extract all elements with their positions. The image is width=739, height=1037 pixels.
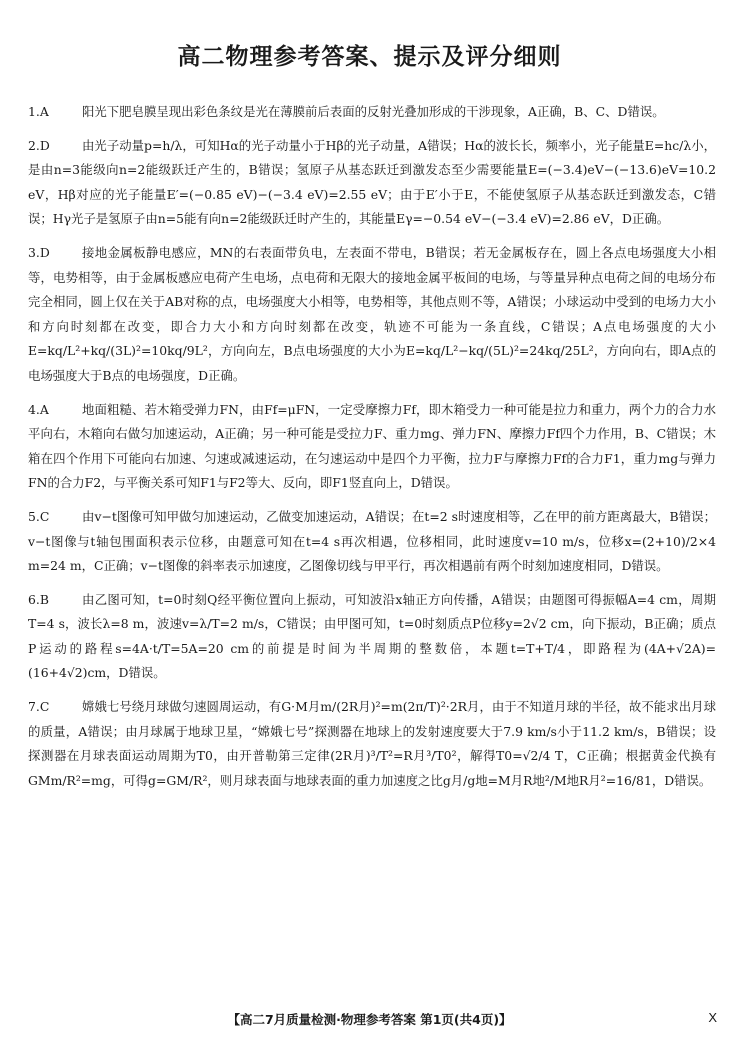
answer-explanation: 由光子动量p=h/λ，可知Hα的光子动量小于Hβ的光子动量，A错误；Hα的波长长，频率小，光子能量E=hc/λ小，是由n=3能级向n=2能级跃迁产生的，B错误；氢原子从基态跃迁到激发态至少需要能量E=(−3.4)eV−(−13.6)eV=10.2 eV，Hβ对应的光子能量E′=(−0.85 eV)−(−3.4 eV)=2.55 eV；由于E′小于E，不能使氢原子从基态跃迁到激发态，C错误；Hγ光子是氢原子由n=5能有向n=2能级跃迁时产生的，其能量Eγ=−0.54 eV−(−3.4 eV)=2.86 eV，D正确。 — [28, 137, 716, 227]
answer-list — [28, 100, 716, 802]
answer-number: 5.C — [28, 508, 50, 524]
answer-number: 7.C — [28, 699, 50, 715]
answer-item-6 — [28, 588, 716, 686]
answer-number: 4.A — [28, 401, 49, 417]
corner-mark: X — [708, 1010, 717, 1025]
answer-explanation: 嫦娥七号绕月球做匀速圆周运动，有G·M月m/(2R月)²=m(2π/T)²·2R月，由于不知道月球的半径，故不能求出月球的质量，A错误；由月球属于地球卫星，“嫦娥七号”探测器在地球上的发射速度要大于7.9 km/s小于11.2 km/s，B错误；设探测器在月球表面运动周期为T0，由开普勒第三定律(2R月)³/T²=R月³/T0²，解得T0=√2/4 T，C正确；根据黄金代换有GMm/R²=mg，可得g=GM/R²，则月球表面与地球表面的重力加速度之比g月/g地=M月R地²/M地R月²=16/81，D错误。 — [28, 699, 716, 788]
answer-explanation: 地面粗糙、若木箱受弹力FN，由Ff=μFN，一定受摩擦力Ff，即木箱受力一种可能是拉力和重力，两个力的合力水平向右，木箱向右做匀加速运动，A正确；另一种可能是受拉力F、重力mg、弹力FN、摩擦力Ff四个力作用，B、C错误；木箱在四个作用下可能向右加速、匀速或减速运动，在匀速运动中是四个力平衡，拉力F与摩擦力Ff的合力F1，重力mg与弹力FN的合力F2，与平衡关系可知F1与F2等大、反向，即F1竖直向上，D错误。 — [28, 401, 716, 491]
page-footer: 【高二7月质量检测·物理参考答案 第1页(共4页)】 — [227, 1012, 512, 1027]
answer-explanation: 由v−t图像可知甲做匀加速运动，乙做变加速运动，A错误；在t=2 s时速度相等，乙在甲的前方距离最大，B错误；v−t图像与t轴包围面积表示位移，由题意可知在t=4 s再次相遇，位移相同，此时速度v=10 m/s，位移x=(2+10)/2×4 m=24 m，C正确；v−t图像的斜率表示加速度，乙图像切线与甲平行，再次相遇前有两个时刻加速度相同，D错误。 — [28, 508, 716, 574]
answer-item-7 — [28, 695, 716, 793]
answer-number: 3.D — [28, 244, 50, 260]
answer-explanation: 接地金属板静电感应，MN的右表面带负电，左表面不带电，B错误；若无金属板存在，圆上各点电场强度大小相等，电势相等，由于金属板感应电荷产生电场，点电荷和无限大的接地金属平板间的电场，与等量异种点电荷之间的电场分布完全相同，圆上仅在关于AB对称的点，电场强度大小相等，电势相等，其他点则不等，A错误；小球运动中受到的电场力大小和方向时刻都在改变，即合力大小和方向时刻都在改变，轨迹不可能为一条直线，C错误；A点电场强度的大小E=kq/L²+kq/(3L)²=10kq/9L²，方向向左，B点电场强度的大小为E=kq/L²−kq/(5L)²=24kq/25L²，方向向右，即A点的电场强度大于B点的电场强度，D正确。 — [28, 244, 716, 383]
answer-explanation: 阳光下肥皂膜呈现出彩色条纹是光在薄膜前后表面的反射光叠加形成的干涉现象，A正确，B、C、D错误。 — [82, 104, 665, 119]
answer-item-1 — [28, 100, 716, 125]
answer-number: 2.D — [28, 137, 50, 153]
answer-number: 1.A — [28, 104, 49, 119]
answer-number: 6.B — [28, 591, 49, 607]
answer-item-4 — [28, 398, 716, 496]
answer-item-5 — [28, 505, 716, 579]
page-title: 高二物理参考答案、提示及评分细则 — [177, 44, 562, 70]
answer-explanation: 由乙图可知，t=0时刻Q经平衡位置向上振动，可知波沿x轴正方向传播，A错误；由题图可得振幅A=4 cm，周期T=4 s，波长λ=8 m，波速v=λ/T=2 m/s，C错误；由甲图可知，t=0时刻质点P位移y=2√2 cm，向下振动，B正确；质点P运动的路程s=4A·t/T=5A=20 cm的前提是时间为半周期的整数倍，本题t=T+T/4，即路程为(4A+√2A)=(16+4√2)cm，D错误。 — [28, 591, 716, 681]
answer-item-2 — [28, 134, 716, 232]
answer-item-3 — [28, 241, 716, 389]
